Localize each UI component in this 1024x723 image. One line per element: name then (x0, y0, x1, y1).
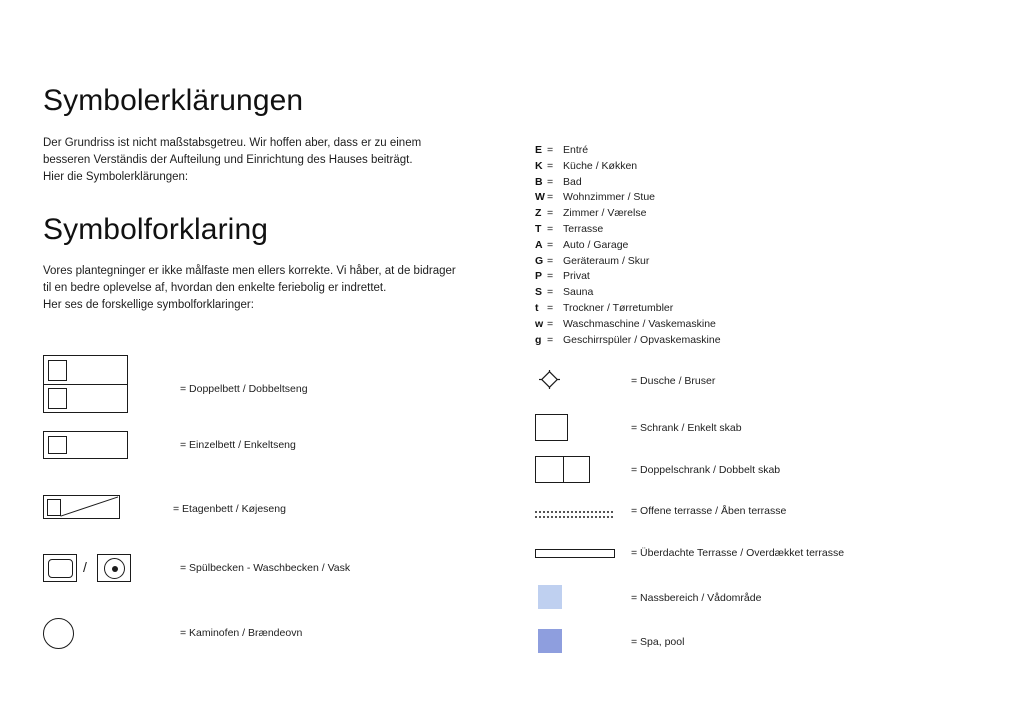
legend-label-single-cabinet: = Schrank / Enkelt skab (631, 421, 742, 434)
intro-de-line-2: besseren Verständis der Aufteilung und Einrichtung des Hauses beiträgt. (43, 154, 413, 166)
open-terrace-icon (535, 506, 615, 524)
abbreviation-row (535, 191, 721, 207)
abbr-text: Terrasse (563, 222, 604, 235)
abbr-equals: = (547, 270, 554, 283)
abbr-text: Privat (563, 270, 590, 283)
intro-paragraph-dk (43, 263, 503, 314)
abbr-key: E (535, 144, 543, 156)
single-bed-icon (43, 431, 128, 459)
intro-de-line-3: Hier die Symbolerklärungen: (43, 171, 189, 183)
legend-label-double-cabinet: = Doppelschrank / Dobbelt skab (631, 464, 781, 476)
abbreviation-row (535, 318, 721, 334)
abbr-equals: = (547, 159, 554, 172)
legend-label-bunk-bed: = Etagenbett / Køjeseng (173, 503, 286, 515)
abbr-equals: = (547, 144, 554, 156)
abbreviation-row (535, 144, 721, 160)
abbr-key: P (535, 270, 543, 283)
intro-column (43, 84, 503, 314)
wood-stove-icon (43, 618, 74, 649)
legend-label-covered-terrace: = Überdachte Terrasse / Overdækket terrasse (631, 547, 845, 559)
legend-label-spa-pool: = Spa, pool (631, 636, 685, 648)
legend-item-open-terrace (535, 496, 975, 539)
legend-item-spa-pool (535, 623, 975, 666)
legend-item-covered-terrace (535, 538, 975, 581)
abbr-text: Entré (563, 144, 589, 156)
double-cabinet-icon (535, 456, 590, 483)
abbreviation-row (535, 223, 721, 239)
abbr-equals: = (547, 301, 554, 314)
legend-label-wood-stove: = Kaminofen / Brændeovn (180, 627, 303, 639)
abbr-text: Sauna (563, 286, 594, 299)
bunk-bed-icon (43, 495, 120, 519)
bunk-bed-diagonal-icon (44, 496, 119, 518)
wet-area-swatch-icon (538, 585, 562, 609)
legend-label-wet-area: = Nassbereich / Vådområde (631, 591, 762, 604)
abbr-key: G (535, 254, 544, 267)
abbreviation-row (535, 270, 721, 286)
abbr-key: S (535, 286, 543, 299)
legend-label-open-terrace: = Offene terrasse / Åben terrasse (631, 504, 787, 517)
legend-label-sink: = Spülbecken - Waschbecken / Vask (180, 562, 351, 574)
abbreviation-row (535, 302, 721, 318)
legend-item-double-bed (43, 355, 513, 423)
sink-washbasin-icon: / (43, 554, 133, 584)
abbr-text: Waschmaschine / Vaskemaskine (563, 317, 716, 330)
abbr-equals: = (547, 286, 554, 299)
abbreviation-row (535, 160, 721, 176)
right-symbol-legend (535, 368, 975, 666)
legend-item-sink (43, 546, 513, 607)
intro-dk-line-3: Her ses de forskellige symbolforklaringer: (43, 299, 254, 311)
legend-label-double-bed: = Doppelbett / Dobbeltseng (180, 383, 308, 395)
spa-pool-swatch-icon (538, 629, 562, 653)
legend-item-wood-stove (43, 607, 513, 663)
left-symbol-legend (43, 355, 513, 663)
abbr-text: Küche / Køkken (563, 159, 638, 172)
legend-label-shower: = Dusche / Bruser (631, 375, 716, 387)
abbr-text: Geräteraum / Skur (563, 254, 650, 267)
legend-item-single-cabinet (535, 411, 975, 454)
intro-dk-line-2: til en bedre oplevelse af, hvordan den enkelte feriebolig er indrettet. (43, 282, 387, 294)
abbr-equals: = (547, 175, 554, 188)
intro-dk-line-1: Vores plantegninger er ikke målfaste men ellers korrekte. Vi håber, at de bidrager (43, 265, 456, 277)
covered-terrace-icon (535, 549, 615, 558)
abbr-key: T (535, 222, 542, 235)
abbr-equals: = (547, 254, 554, 267)
double-bed-icon (43, 355, 128, 413)
abbr-key: t (535, 301, 539, 314)
abbr-equals: = (547, 207, 554, 220)
abbr-key: w (535, 317, 544, 330)
abbr-text: Trockner / Tørretumbler (563, 301, 674, 314)
abbr-key: A (535, 238, 543, 251)
abbr-equals: = (547, 317, 554, 330)
abbr-text: Wohnzimmer / Stue (563, 191, 656, 204)
shower-icon (538, 370, 562, 397)
abbreviation-row (535, 207, 721, 223)
abbreviation-row (535, 239, 721, 255)
legend-label-single-bed: = Einzelbett / Enkeltseng (180, 439, 296, 451)
legend-item-single-bed (43, 423, 513, 485)
legend-item-wet-area (535, 581, 975, 624)
legend-item-bunk-bed (43, 485, 513, 546)
abbreviation-row (535, 334, 721, 350)
abbreviation-list (535, 144, 721, 349)
page-title-de: Symbolerklärungen (43, 84, 304, 117)
shower-diamond-icon (538, 370, 562, 392)
abbr-text: Geschirrspüler / Opvaskemaskine (563, 333, 721, 346)
abbreviation-row (535, 255, 721, 271)
legend-item-shower (535, 368, 975, 411)
intro-de-line-1: Der Grundriss ist nicht maßstabsgetreu. Wir hoffen aber, dass er zu einem (43, 137, 422, 149)
legend-item-double-cabinet (535, 453, 975, 496)
abbr-text: Zimmer / Værelse (563, 207, 647, 220)
abbr-equals: = (547, 191, 554, 204)
abbr-key: g (535, 333, 542, 346)
abbreviation-row (535, 286, 721, 302)
single-cabinet-icon (535, 414, 568, 441)
abbr-key: Z (535, 207, 542, 220)
abbr-text: Bad (563, 175, 582, 188)
abbr-text: Auto / Garage (563, 238, 629, 251)
abbr-equals: = (547, 333, 554, 346)
abbreviation-row (535, 176, 721, 192)
abbr-key: W (535, 191, 545, 204)
open-terrace-dotted-icon (535, 511, 615, 519)
abbr-key: K (535, 159, 543, 172)
abbr-equals: = (547, 222, 554, 235)
page-title-dk: Symbolforklaring (43, 213, 269, 246)
abbr-equals: = (547, 238, 554, 251)
abbr-key: B (535, 175, 543, 188)
intro-paragraph-de (43, 135, 503, 186)
